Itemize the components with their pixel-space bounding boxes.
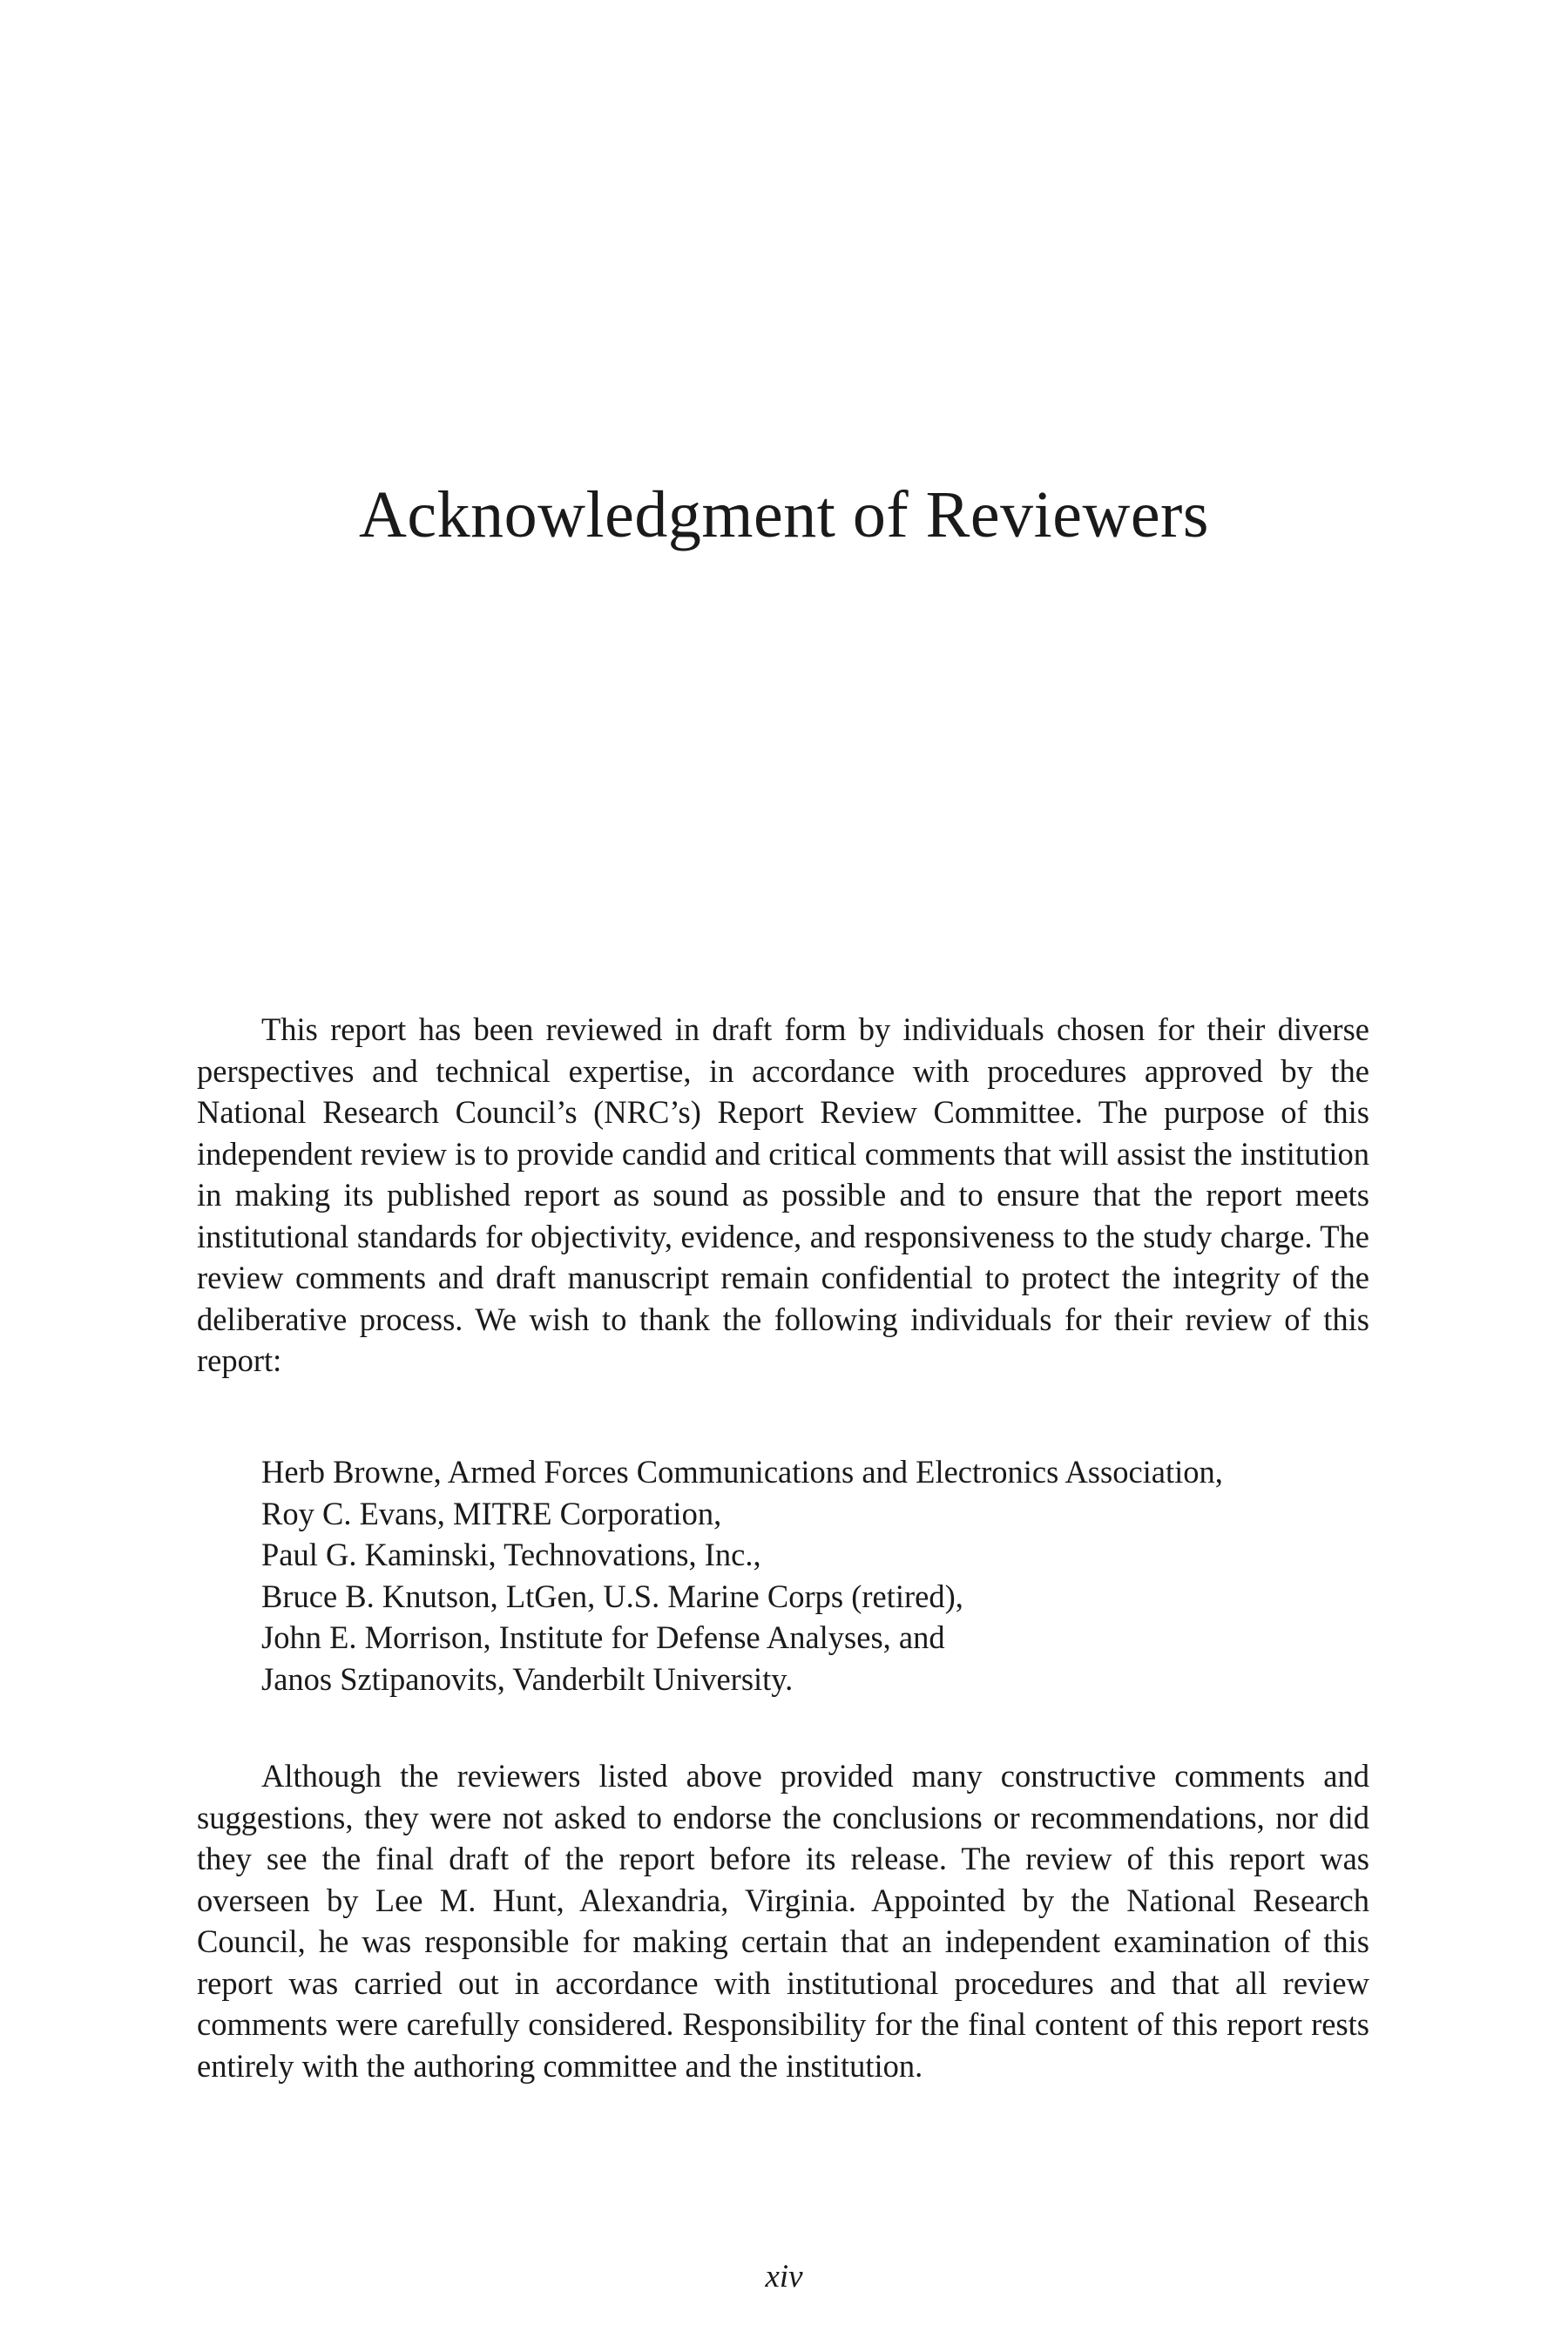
reviewer-item: John E. Morrison, Institute for Defense Analyses, and (261, 1619, 945, 1655)
intro-section (197, 1009, 1369, 1382)
reviewer-item: Bruce B. Knutson, LtGen, U.S. Marine Corps (retired), (261, 1578, 963, 1614)
intro-paragraph: This report has been reviewed in draft form by individuals chosen for their diverse perspectives and technical expertise, in accordance with procedures approved by the National Research Council’s (NRC’s) Report Review Committee. The purpose of this independent review is to provide candid and critical comments that will assist the institution in making its published report as sound as possible and to ensure that the report meets institutional standards for objectivity, evidence, and responsiveness to the study charge. The review comments and draft manuscript remain confidential to protect the integrity of the deliberative process. We wish to thank the following individuals for their review of this report: (197, 1011, 1369, 1378)
reviewer-item: Roy C. Evans, MITRE Corporation, (261, 1495, 722, 1531)
closing-paragraph: Although the reviewers listed above provided many constructive comments and suggestions, they were not asked to endorse the conclusions or recommendations, nor did they see the final draft of the report before its release. The review of this report was overseen by Lee M. Hunt, Alexandria, Virginia. Appointed by the National Research Council, he was responsible for making certain that an independent examination of this report was carried out in accordance with institutional procedures and that all review comments were carefully considered. Responsibility for the final content of this report rests entirely with the authoring committee and the institution. (197, 1758, 1369, 2084)
reviewer-list (261, 1451, 1223, 1700)
closing-section (197, 1755, 1369, 2086)
reviewer-item: Janos Sztipanovits, Vanderbilt University. (261, 1660, 794, 1697)
page-number: xiv (765, 2259, 803, 2295)
reviewer-item: Herb Browne, Armed Forces Communications and Electronics Association, (261, 1454, 1223, 1490)
reviewer-item: Paul G. Kaminski, Technovations, Inc., (261, 1537, 761, 1572)
page-title: Acknowledgment of Reviewers (359, 478, 1209, 551)
